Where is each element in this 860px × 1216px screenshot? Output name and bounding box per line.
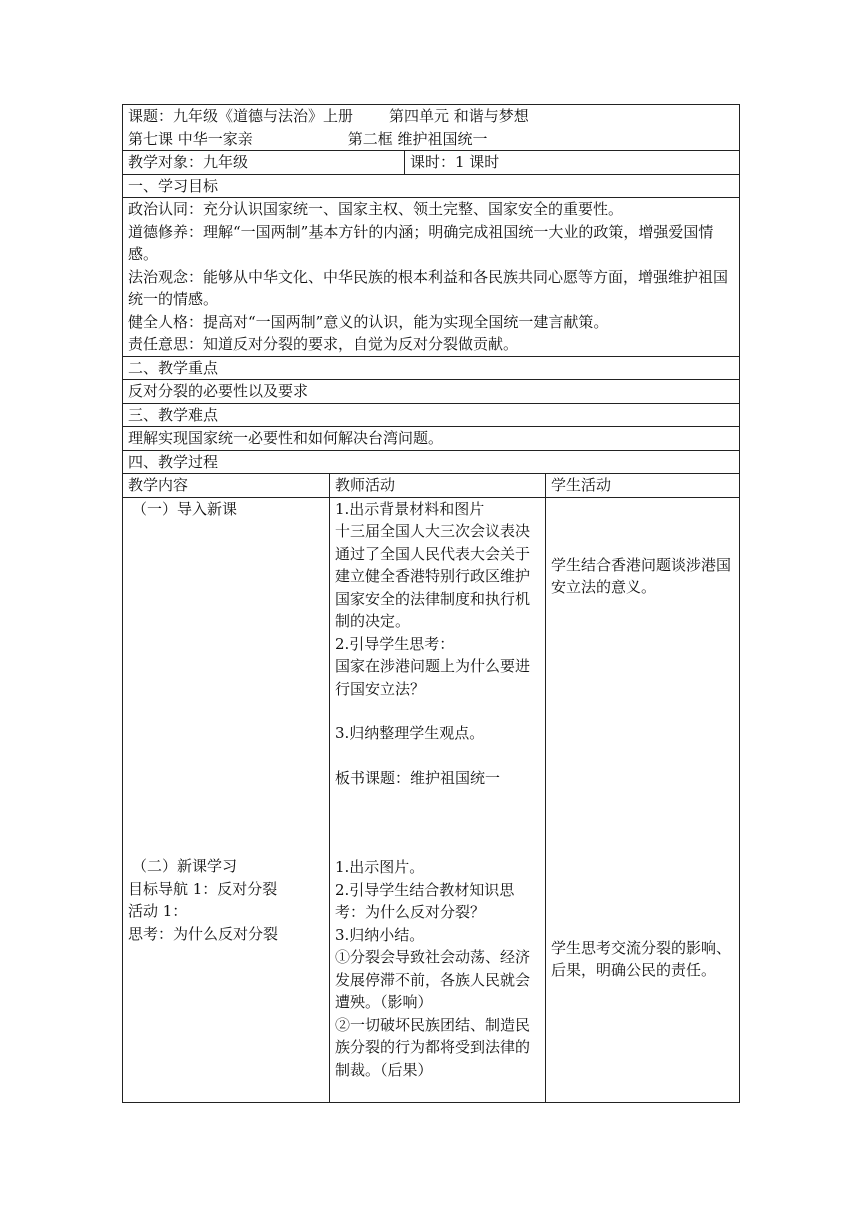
process-columns-row bbox=[123, 474, 740, 498]
student-cell bbox=[546, 497, 740, 1102]
difficulties-heading-row bbox=[123, 403, 740, 427]
goal-item: 责任意思：知道反对分裂的要求，自觉为反对分裂做贡献。 bbox=[128, 335, 519, 353]
teacher-step-2: 2.引导学生思考： bbox=[335, 634, 455, 653]
goals-heading: 一、学习目标 bbox=[123, 174, 740, 198]
goals-heading-row bbox=[123, 174, 740, 198]
unit-title: 第四单元 和谐与梦想 bbox=[389, 107, 529, 125]
key-points-row bbox=[123, 380, 740, 404]
teacher-question: 国家在涉港问题上为什么要进行国安立法？ bbox=[335, 657, 531, 698]
process-body-row bbox=[123, 497, 740, 1102]
content-cell bbox=[123, 497, 330, 1102]
lesson-subtitle-line bbox=[128, 128, 734, 151]
key-points-text: 反对分裂的必要性以及要求 bbox=[123, 380, 740, 404]
teacher-step-1: 1.出示背景材料和图片 bbox=[335, 499, 485, 518]
class-period: 课时：1 课时 bbox=[405, 151, 740, 175]
teacher-step-b2: 2.引导学生结合教材知识思考：为什么反对分裂？ bbox=[335, 880, 515, 921]
column-student: 学生活动 bbox=[546, 474, 740, 498]
teacher-step-b3: 3.归纳小结。 bbox=[335, 925, 425, 944]
target-row bbox=[123, 151, 740, 175]
activity-1-label: 活动 1： bbox=[128, 902, 188, 920]
teacher-step-3: 3.归纳整理学生观点。 bbox=[335, 724, 485, 742]
board-title: 板书课题：维护祖国统一 bbox=[335, 768, 501, 787]
teaching-target: 教学对象：九年级 bbox=[123, 151, 405, 175]
goal-item: 法治观念：能够从中华文化、中华民族的根本利益和各民族共同心愿等方面，增强维护祖国统一的情感。 bbox=[128, 267, 729, 308]
intro-label: （一）导入新课 bbox=[132, 499, 238, 518]
course-title: 课题：九年级《道德与法治》上册 bbox=[128, 107, 354, 125]
teacher-cell bbox=[330, 497, 546, 1102]
summary-point-1: ①分裂会导致社会动荡、经济发展停滞不前，各族人民就会遭殃。（影响） bbox=[335, 948, 531, 1011]
column-content: 教学内容 bbox=[123, 474, 330, 498]
lesson-title-line bbox=[128, 105, 734, 128]
difficulties-heading: 三、教学难点 bbox=[123, 403, 740, 427]
lesson-name: 第七课 中华一家亲 bbox=[128, 129, 253, 148]
teacher-material: 十三届全国人大三次会议表决通过了全国人民代表大会关于建立健全香港特别行政区维护国家安全的法律制度和执行机制的决定。 bbox=[335, 522, 531, 630]
key-points-heading-row bbox=[123, 356, 740, 380]
think-question: 思考：为什么反对分裂 bbox=[128, 924, 279, 943]
lesson-plan-table bbox=[122, 104, 740, 1103]
goals-row bbox=[123, 198, 740, 357]
student-activity-2: 学生思考交流分裂的影响、后果，明确公民的责任。 bbox=[551, 938, 732, 979]
difficulties-row bbox=[123, 427, 740, 451]
header-row bbox=[123, 105, 740, 151]
goal-item: 政治认同：充分认识国家统一、国家主权、领土完整、国家安全的重要性。 bbox=[128, 200, 624, 218]
new-lesson-label: （二）新课学习 bbox=[132, 857, 238, 875]
goal-item: 道德修养：理解“一国两制”基本方针的内涵；明确完成祖国统一大业的政策，增强爱国情感。 bbox=[128, 222, 714, 263]
goal-item: 健全人格：提高对“一国两制”意义的认识，能为实现全国统一建言献策。 bbox=[128, 312, 609, 331]
student-activity-1: 学生结合香港问题谈涉港国安立法的意义。 bbox=[551, 555, 732, 596]
summary-point-2: ②一切破坏民族团结、制造民族分裂的行为都将受到法律的制裁。（后果） bbox=[335, 1015, 531, 1079]
process-heading-row bbox=[123, 450, 740, 474]
difficulties-text: 理解实现国家统一必要性和如何解决台湾问题。 bbox=[123, 427, 740, 451]
lesson-plan-page bbox=[122, 104, 739, 1103]
column-teacher: 教师活动 bbox=[330, 474, 546, 498]
teacher-step-b1: 1.出示图片。 bbox=[335, 858, 425, 876]
section-name: 第二框 维护祖国统一 bbox=[347, 129, 488, 148]
nav-goal-1: 目标导航 1：反对分裂 bbox=[128, 879, 278, 898]
process-heading: 四、教学过程 bbox=[123, 450, 740, 474]
key-points-heading: 二、教学重点 bbox=[123, 356, 740, 380]
